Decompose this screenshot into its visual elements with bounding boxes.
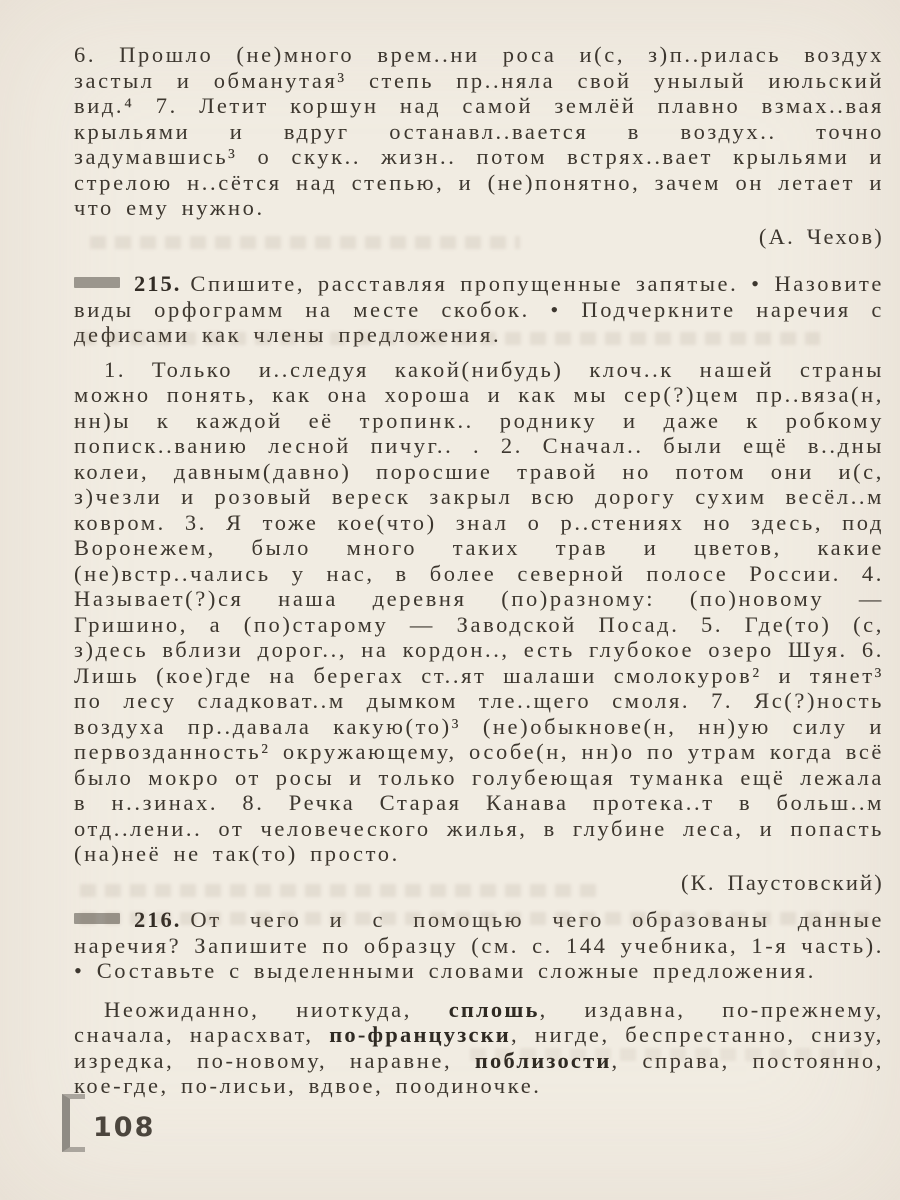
page-number: 108 — [93, 1111, 156, 1143]
exercise-bullet-marker — [74, 913, 120, 924]
exercise-215-header — [74, 271, 884, 348]
author-attribution-paustovsky: (К. Паустовский) — [680, 869, 884, 895]
author-attribution-chekhov: (А. Чехов) — [758, 223, 884, 249]
exercise-215-number: 215. — [134, 271, 182, 296]
continuation-paragraph: 6. Прошло (не)много врем..ни роса и(с, з)п..рилась воздух застыл и обманутая³ степь пр..няла свой унылый июльский вид.⁴ 7. Летит коршун над самой землёй плавно взмах..вая крыльями и вдруг останавл..вается в воздух.. точно задумавшись³ о скук.. жизн.. потом встрях..вает крыльями и стрелою н..сётся над степью, и (не)понятно, зачем он летает и что ему нужно. — [74, 42, 884, 220]
exercise-216-header — [74, 907, 884, 984]
exercise-216-task-text: От чего и с помощью чего образованы данные наречия? Запишите по образцу (см. с. 144 учебника, 1-я часть). • Составьте с выделенными словами сложные предложения. — [74, 907, 884, 983]
exercise-bullet-marker — [74, 277, 120, 288]
page-number-bracket — [62, 1094, 85, 1152]
exercise-216-number: 216. — [134, 907, 182, 932]
exercise-215-task-text: Спишите, расставляя пропущенные запятые. • Назовите виды орфограмм на месте скобок. • Подчеркните наречия с дефисами как члены предложения. — [74, 271, 884, 347]
adverb-word-list: Неожиданно, ниоткуда, сплошь, издавна, по-прежнему, сначала, нарасхват, по-французски, нигде, беспрестанно, снизу, изредка, по-новому, наравне, поблизости, справа, постоянно, кое-где, по-лисьи, вдвое, поодиночке. — [74, 996, 884, 1098]
page-footer — [62, 1094, 155, 1152]
exercise-215-body-text: 1. Только и..следуя какой(нибудь) клоч..к нашей страны можно понять, как она хороша и как мы сер(?)цем пр..вяза(н, нн)ы к каждой её тропинк.. роднику и даже к робкому пописк..ванию лесной пичуг.. . 2. Сначал.. были ещё в..дны колеи, давным(давно) поросшие травой но потом они и(с, з)чезли и розовый вереск закрыл всю дорогу сухим весёл..м ковром. 3. Я тоже кое(что) знал о р..стениях но здесь, под Воронежем, было много таких трав и цветов, какие (не)встр..чались у нас, в более северной полосе России. 4. Называет(?)ся наша деревня (по)разному: (по)новому — Гришино, а (по)старому — Заводской Посад. 5. Где(то) (с, з)десь вблизи дорог.., на кордон.., есть глубокое озеро Шуя. 6. Лишь (кое)где на берегах ст..ят шалаши смолокуров² и тянет³ по лесу сладковат..м дымком тле..щего смоля. 7. Яс(?)ность воздуха пр..давала какую(то)³ (не)обыкнове(н, нн)ую силу и первозданность² окружающему, особе(н, нн)о по утрам когда всё было мокро от росы и только голубеющая туманка ещё лежала в н..зинах. 8. Речка Старая Канава протека..т в больш..м отд..лени.. от человеческого жилья, в глубине леса, и попасть (на)неё не так(то) просто. — [74, 356, 884, 866]
